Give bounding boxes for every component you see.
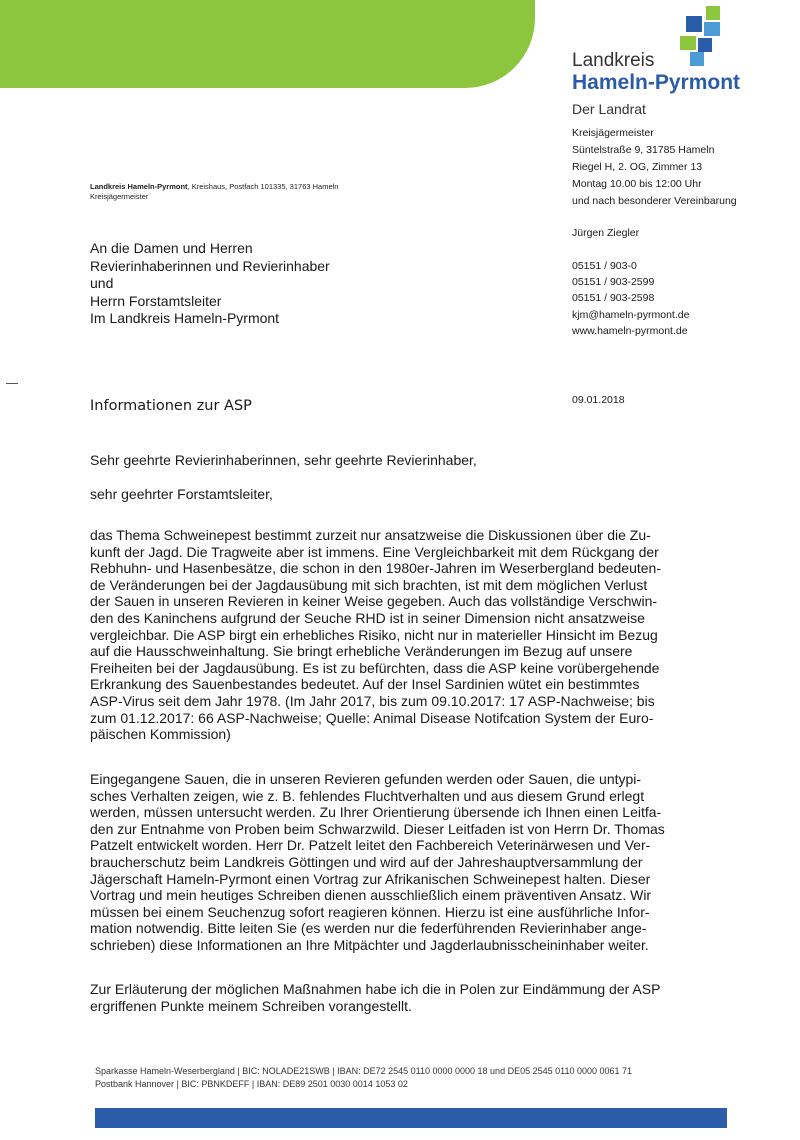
text-line: werden, müssen untersucht werden. Zu Ihrer Orientierung übersende ich Ihnen einen Leitfa- xyxy=(90,804,662,821)
text-line: sches Verhalten zeigen, wie z. B. fehlendes Fluchtverhalten und aus diesem Grund erlegt xyxy=(90,787,645,804)
text-line: Patzelt entwickelt worden. Herr Dr. Patzelt leitet den Fachbereich Veterinärwesen und Ver- xyxy=(90,837,651,854)
text-line: zum 01.12.2017: 66 ASP-Nachweise; Quelle: Animal Disease Notifcation System der Euro- xyxy=(90,709,654,726)
recipient-address xyxy=(90,240,330,328)
info-value: 05151 / 903-2598 xyxy=(572,292,655,304)
text-line: kunft der Jagd. Die Tragweite aber ist immens. Eine Vergleichbarkeit mit dem Rückgang der xyxy=(90,543,659,560)
salutation-2: sehr geehrter Forstamtsleiter, xyxy=(90,486,273,502)
text-line: vergleichbar. Die ASP birgt ein erhebliches Risiko, nicht nur in materieller Hinsicht im Bezug xyxy=(90,626,658,643)
sender-line2: Kreisjägermeister xyxy=(90,192,149,201)
text-line: ergriffenen Punkte meinem Schreiben vorangestellt. xyxy=(90,997,412,1014)
email-link[interactable]: kjm@hameln-pyrmont.de xyxy=(572,309,690,321)
info-value: Montag 10.00 bis 12:00 Uhr xyxy=(572,178,702,190)
paragraph-2 xyxy=(90,771,720,954)
info-value: Süntelstraße 9, 31785 Hameln xyxy=(572,144,715,156)
bank-footer xyxy=(95,1065,632,1091)
text-line: Rebhuhn- und Hasenbesätze, die schon in den 1980er-Jahren im Weserbergland bedeuten- xyxy=(90,560,662,577)
subject-line: Informationen zur ASP xyxy=(90,398,252,414)
text-line: Zur Erläuterung der möglichen Maßnahmen habe ich die in Polen zur Eindämmung der ASP xyxy=(90,981,661,997)
text-line: Vortrag und mein heutiges Schreiben dienen ausschließlich einem präventiven Ansatz. Wir xyxy=(90,887,652,904)
text-line: müssen bei einem Seuchenzug sofort reagieren können. Hierzu ist eine ausführliche Infor- xyxy=(90,903,650,920)
date-value: 09.01.2018 xyxy=(572,394,625,406)
org-line2: Hameln-Pyrmont xyxy=(572,71,741,94)
text-line: auf die Hausschweinhaltung. Sie bringt erhebliche Veränderungen im Bezug auf unsere xyxy=(90,643,633,660)
address-line: Herrn Forstamtsleiter xyxy=(90,292,222,309)
website-link[interactable]: www.hameln-pyrmont.de xyxy=(572,325,688,337)
text-line: der Sauen in unseren Revieren in keiner Weise gegeben. Auch das vollständige Verschwin- xyxy=(90,593,658,610)
address-line: und xyxy=(90,275,114,291)
text-line: Jägerschaft Hameln-Pyrmont einen Vortrag zur Afrikanischen Schweinepest halten. Dieser xyxy=(90,870,651,887)
salutation-1: Sehr geehrte Revierinhaberinnen, sehr geehrte Revierinhaber, xyxy=(90,452,477,468)
text-line: schrieben) diese Informationen an Ihre Mitpächter und Jagderlaubnisscheininhaber weiter. xyxy=(90,936,649,953)
paragraph-3 xyxy=(90,981,720,1014)
info-value: und nach besonderer Vereinbarung xyxy=(572,195,737,207)
text-line: päischen Kommission) xyxy=(90,726,231,743)
text-line: das Thema Schweinepest bestimmt zurzeit nur ansatzweise die Diskussionen über die Zu- xyxy=(90,527,651,543)
paragraph-1 xyxy=(90,527,720,743)
org-line1: Landkreis xyxy=(572,50,655,71)
org-logo-text xyxy=(572,50,740,117)
text-line: de Veränderungen bei der Jagdausübung mit sich brachten, ist mit dem möglichen Verlust xyxy=(90,576,648,593)
text-line: den zur Entnahme von Proben beim Schwarzwild. Dieser Leitfaden ist von Herrn Dr. Thomas xyxy=(90,820,665,837)
footer-line: Sparkasse Hameln-Weserbergland | BIC: NOLADE21SWB | IBAN: DE72 2545 0110 0000 0000 18 und DE05 2545 0110 0000 0061 71 xyxy=(95,1066,633,1076)
text-line: Erkrankung des Sauenbestandes bedeutet. Auf der Insel Sardinien wütet ein bestimmtes xyxy=(90,676,640,693)
info-value: Kreisjägermeister xyxy=(572,127,654,139)
sender-name: Landkreis Hameln-Pyrmont xyxy=(90,182,188,191)
sender-address: , Kreishaus, Postfach 101335, 31763 Hameln xyxy=(187,182,339,191)
address-line: Im Landkreis Hameln-Pyrmont xyxy=(90,310,280,326)
text-line: Freiheiten bei der Jagdausübung. Es ist zu befürchten, dass die ASP keine vorübergehende xyxy=(90,659,660,676)
footer-blue-bar xyxy=(95,1108,727,1128)
text-line: mation notwendig. Bitte leiten Sie (es werden nur die federführenden Revierinhaber ange- xyxy=(90,920,647,937)
fold-mark xyxy=(6,383,18,384)
info-value: Jürgen Ziegler xyxy=(572,227,640,239)
header-green-band xyxy=(0,0,535,88)
info-value: 05151 / 903-0 xyxy=(572,260,637,272)
text-line: ASP-Virus seit dem Jahr 1978. (Im Jahr 2017, bis zum 09.10.2017: 17 ASP-Nachweise; bis xyxy=(90,692,655,709)
address-line: An die Damen und Herren xyxy=(90,240,253,256)
address-line: Revierinhaberinnen und Revierinhaber xyxy=(90,257,330,274)
org-line3: Der Landrat xyxy=(572,101,646,117)
info-value: Riegel H, 2. OG, Zimmer 13 xyxy=(572,161,703,173)
text-line: braucherschutz beim Landkreis Göttingen und wird auf der Jahreshauptversammlung der xyxy=(90,853,643,870)
sender-line xyxy=(90,182,338,202)
text-line: Eingegangene Sauen, die in unseren Revieren gefunden werden oder Sauen, die untypi- xyxy=(90,771,642,787)
info-value: 05151 / 903-2599 xyxy=(572,276,655,288)
footer-line: Postbank Hannover | BIC: PBNKDEFF | IBAN: DE89 2501 0030 0014 1053 02 xyxy=(95,1079,408,1089)
text-line: den des Kaninchens aufgrund der Seuche RHD ist in seiner Dimension nicht ansatzweise xyxy=(90,609,645,626)
